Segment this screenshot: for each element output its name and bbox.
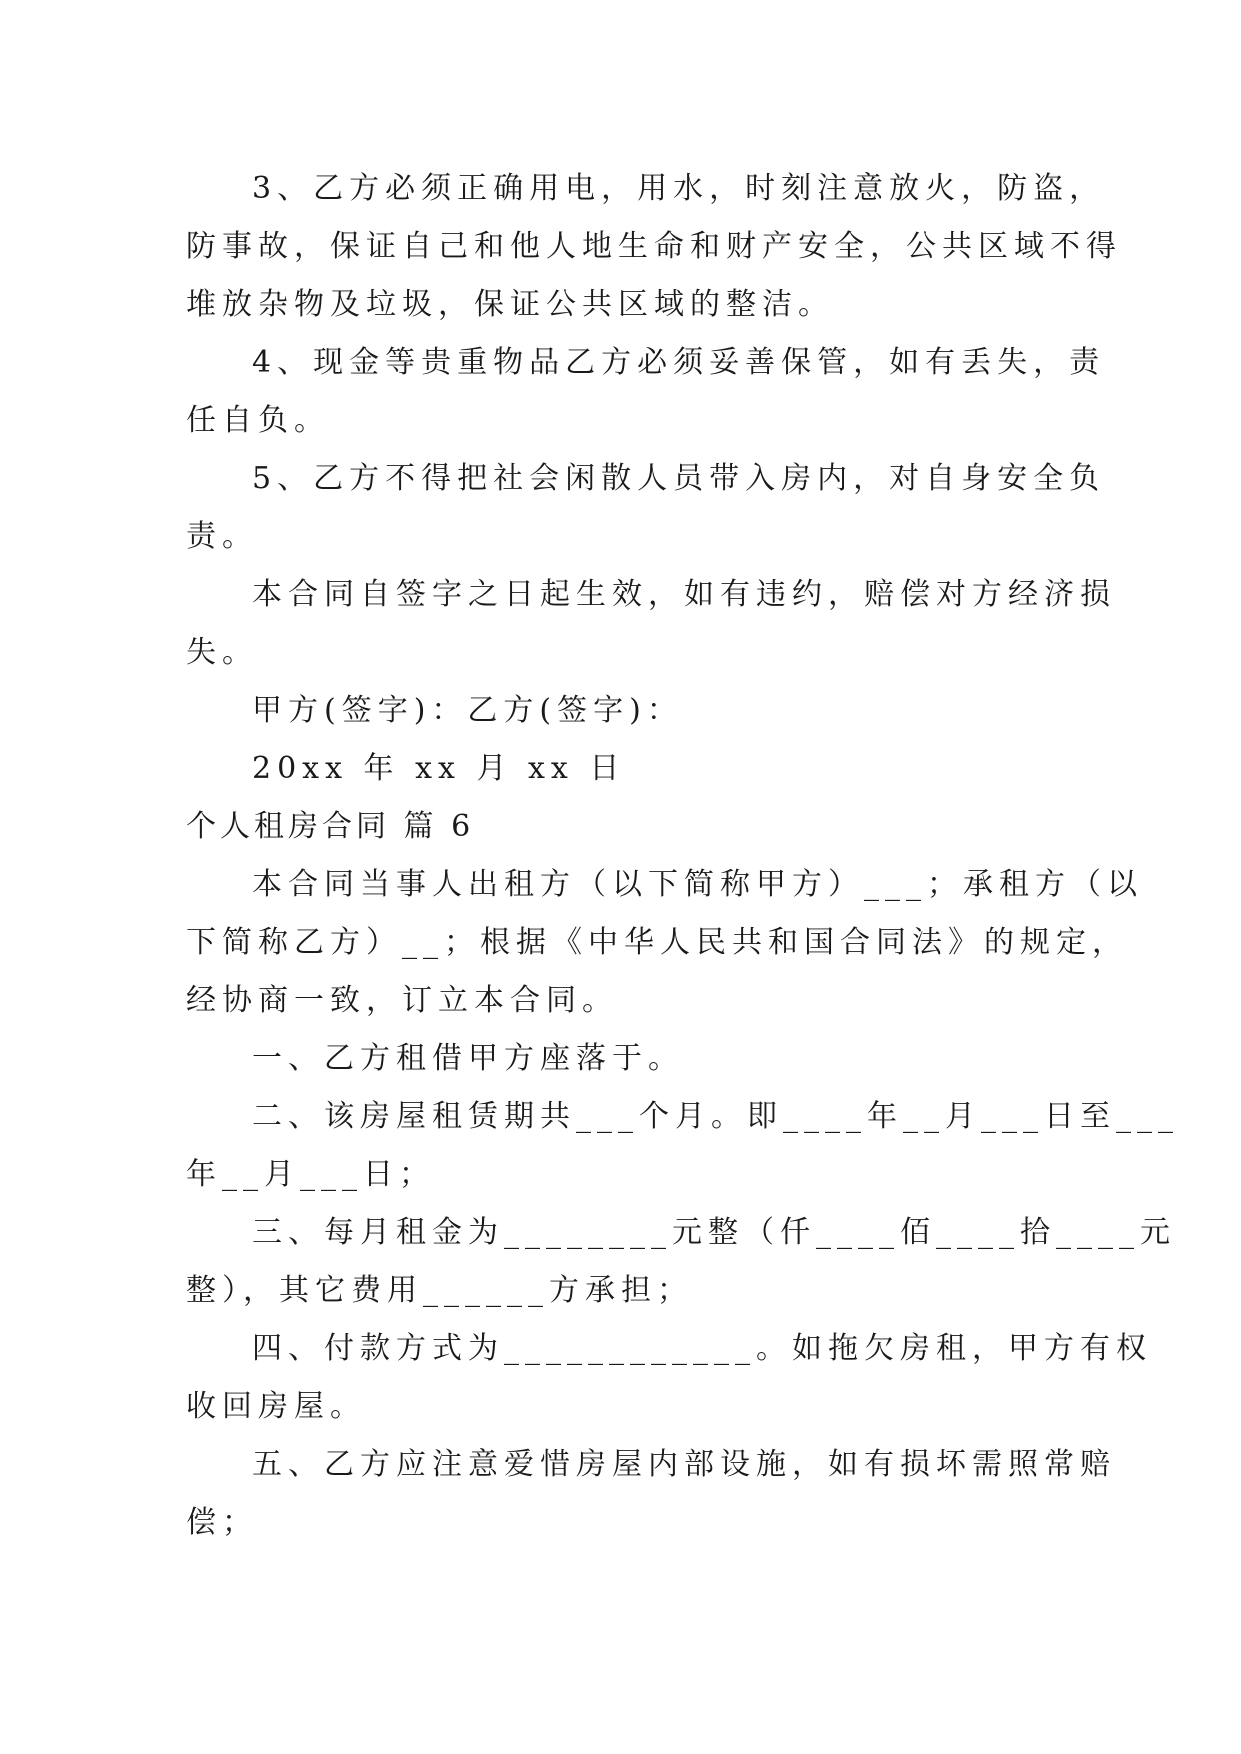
section-heading: 个人租房合同 篇 6 bbox=[186, 809, 475, 844]
article-1-line: 一、乙方租借甲方座落于。 bbox=[252, 1041, 684, 1076]
article-3-line-2: 整），其它费用______方承担； bbox=[186, 1273, 693, 1308]
effective-clause-line-1: 本合同自签字之日起生效，如有违约，赔偿对方经济损 bbox=[252, 577, 1116, 612]
article-4-line-2: 收回房屋。 bbox=[186, 1389, 366, 1424]
article-3-line-1: 三、每月租金为________元整（仟____佰____拾____元 bbox=[252, 1215, 1176, 1250]
clause-3-line-1: 3、乙方必须正确用电，用水，时刻注意放火，防盗， bbox=[252, 171, 1106, 206]
clause-4-line-2: 任自负。 bbox=[186, 403, 330, 438]
effective-clause-line-2: 失。 bbox=[186, 635, 258, 670]
clause-3-line-3: 堆放杂物及垃圾，保证公共区域的整洁。 bbox=[186, 287, 834, 322]
clause-5-line-1: 5、乙方不得把社会闲散人员带入房内，对自身安全负 bbox=[252, 461, 1106, 496]
parties-line-1: 本合同当事人出租方（以下简称甲方）___；承租方（以 bbox=[252, 867, 1143, 902]
clause-3-line-2: 防事故，保证自己和他人地生命和财产安全，公共区域不得 bbox=[186, 229, 1122, 264]
article-2-line-2: 年__月___日； bbox=[186, 1157, 435, 1192]
article-4-line-1: 四、付款方式为____________。如拖欠房租，甲方有权 bbox=[252, 1331, 1152, 1366]
article-2-line-1: 二、该房屋租赁期共___个月。即____年__月___日至___ bbox=[252, 1099, 1179, 1134]
parties-line-2: 下简称乙方）__；根据《中华人民共和国合同法》的规定， bbox=[186, 925, 1128, 960]
date-line: 20xx 年 xx 月 xx 日 bbox=[252, 751, 626, 786]
parties-line-3: 经协商一致，订立本合同。 bbox=[186, 983, 618, 1018]
document-body bbox=[186, 160, 1179, 1552]
article-5-line-2: 偿； bbox=[186, 1505, 258, 1540]
signature-line: 甲方(签字)：乙方(签字)： bbox=[252, 693, 683, 728]
clause-5-line-2: 责。 bbox=[186, 519, 258, 554]
article-5-line-1: 五、乙方应注意爱惜房屋内部设施，如有损坏需照常赔 bbox=[252, 1447, 1116, 1482]
clause-4-line-1: 4、现金等贵重物品乙方必须妥善保管，如有丢失，责 bbox=[252, 345, 1106, 380]
